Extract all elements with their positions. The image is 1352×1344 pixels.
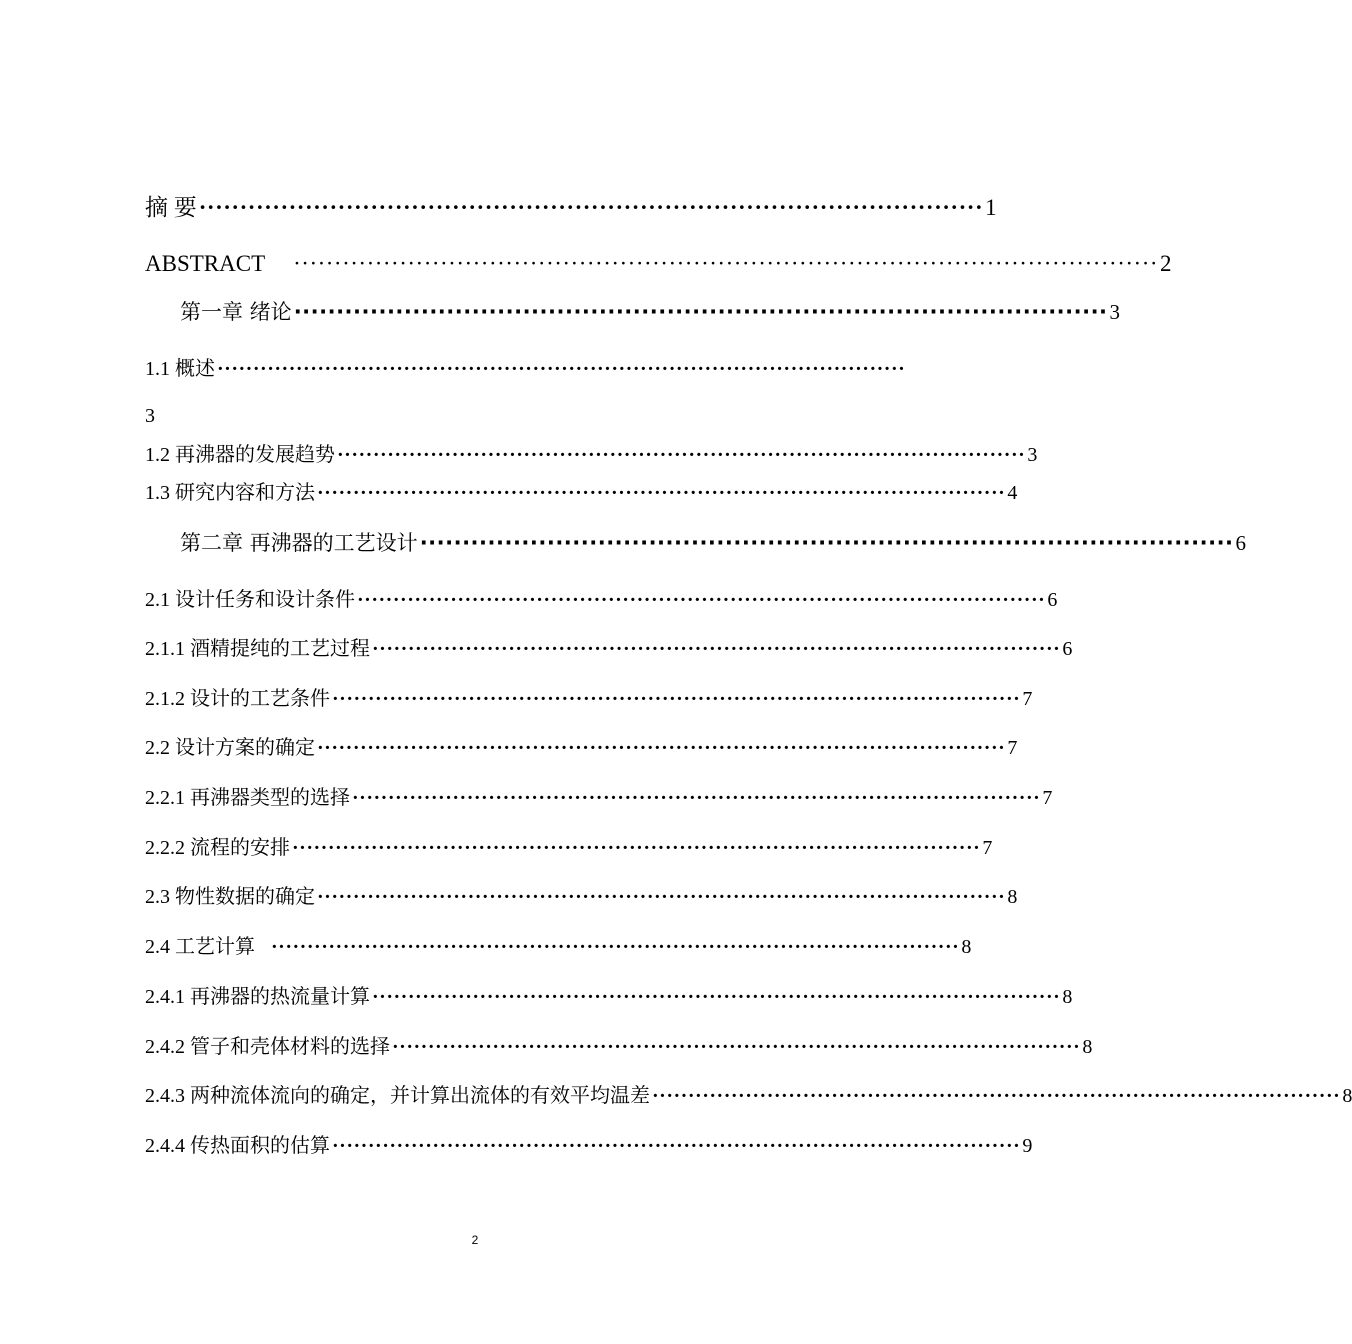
toc-page: 8 [1062,986,1073,1008]
toc-entry-1-3[interactable] [145,481,1018,505]
toc-entry-2-2[interactable] [145,736,1018,760]
toc-entry-chapter-2[interactable] [180,529,1247,557]
dot-leader: ································································································ [652,1085,1341,1107]
dot-leader: ································································································ [332,1135,1021,1157]
dot-leader: ································································································ [352,787,1041,809]
dot-leader: ································································································ [419,531,1234,555]
toc-title: 摘 要 [145,195,197,220]
toc-entry-abstract-cn[interactable] [145,194,997,222]
toc-entry-2-1[interactable] [145,588,1058,612]
toc-title: 2.4.1 再沸器的热流量计算 [145,986,370,1008]
dot-leader: ································································································ [372,638,1061,660]
toc-title: 1.2 再沸器的发展趋势 [145,444,335,466]
toc-entry-abstract-en[interactable] [145,250,1172,278]
toc-page: 6 [1235,531,1247,555]
dot-leader: ································································································ [392,1036,1081,1058]
toc-entry-1-1[interactable] [145,357,906,381]
toc-page: 7 [982,837,993,859]
toc-entry-2-4-4[interactable] [145,1134,1033,1158]
toc-title: 2.4.2 管子和壳体材料的选择 [145,1036,390,1058]
toc-page: 7 [1007,737,1018,759]
toc-entry-2-1-1[interactable] [145,637,1073,661]
toc-title: 2.2.2 流程的安排 [145,837,290,859]
toc-page: 9 [1022,1135,1033,1157]
toc-title: 2.4.3 两种流体流向的确定，并计算出流体的有效平均温差 [145,1085,650,1107]
toc-title: 1.3 研究内容和方法 [145,482,315,504]
page-number: 2 [471,1233,479,1247]
toc-page: 1 [985,195,997,220]
dot-leader: ································································································ [217,358,906,380]
dot-leader: ································································································ [332,688,1021,710]
toc-overflow-page: 3 [145,405,155,427]
toc-entry-2-4-1[interactable] [145,985,1073,1009]
toc-entry-2-4[interactable] [145,935,972,959]
toc-entry-chapter-1[interactable] [180,298,1121,326]
toc-title: 2.3 物性数据的确定 [145,886,315,908]
toc-entry-2-4-2[interactable] [145,1035,1093,1059]
toc-title: 第二章 再沸器的工艺设计 [180,531,418,555]
toc-entry-2-1-2[interactable] [145,687,1033,711]
toc-entry-2-2-1[interactable] [145,786,1053,810]
dot-leader: ································································································ [317,737,1006,759]
dot-leader: ································································································ [317,886,1006,908]
toc-entry-2-2-2[interactable] [145,836,993,860]
dot-leader: ·········································································································· [293,251,1159,276]
toc-title: 2.1.1 酒精提纯的工艺过程 [145,638,370,660]
toc-page: 8 [1007,886,1018,908]
dot-leader: ································································································ [317,482,1006,504]
toc-entry-1-2[interactable] [145,443,1038,467]
toc-page: 8 [1082,1036,1093,1058]
toc-page: 7 [1042,787,1053,809]
toc-title: ABSTRACT [145,251,266,276]
toc-page: 3 [1109,300,1121,324]
dot-leader: ································································································ [357,589,1046,611]
dot-leader: ································································································ [292,837,981,859]
toc-title: 第一章 绪论 [180,300,292,324]
dot-leader: ································································································ [372,986,1061,1008]
toc-title: 2.1 设计任务和设计条件 [145,589,355,611]
toc-title: 2.4 工艺计算 [145,936,255,958]
toc-title: 2.2.1 再沸器类型的选择 [145,787,350,809]
toc-page: 6 [1047,589,1058,611]
toc-title: 1.1 概述 [145,358,215,380]
dot-leader: ································································································ [198,195,984,220]
toc-title: 2.4.4 传热面积的估算 [145,1135,330,1157]
dot-leader: ································································································ [337,444,1026,466]
toc-entry-2-4-3[interactable] [145,1084,1352,1108]
toc-page: 4 [1007,482,1018,504]
toc-page: 8 [1342,1085,1352,1107]
toc-entry-2-3[interactable] [145,885,1018,909]
toc-page: 6 [1062,638,1073,660]
toc-title: 2.2 设计方案的确定 [145,737,315,759]
dot-leader: ································································································ [293,300,1108,324]
dot-leader: ································································································ [271,936,960,958]
toc-page: 2 [1160,251,1172,276]
toc-page: 8 [961,936,972,958]
toc-title: 2.1.2 设计的工艺条件 [145,688,330,710]
toc-page: 7 [1022,688,1033,710]
toc-page: 3 [1027,444,1038,466]
